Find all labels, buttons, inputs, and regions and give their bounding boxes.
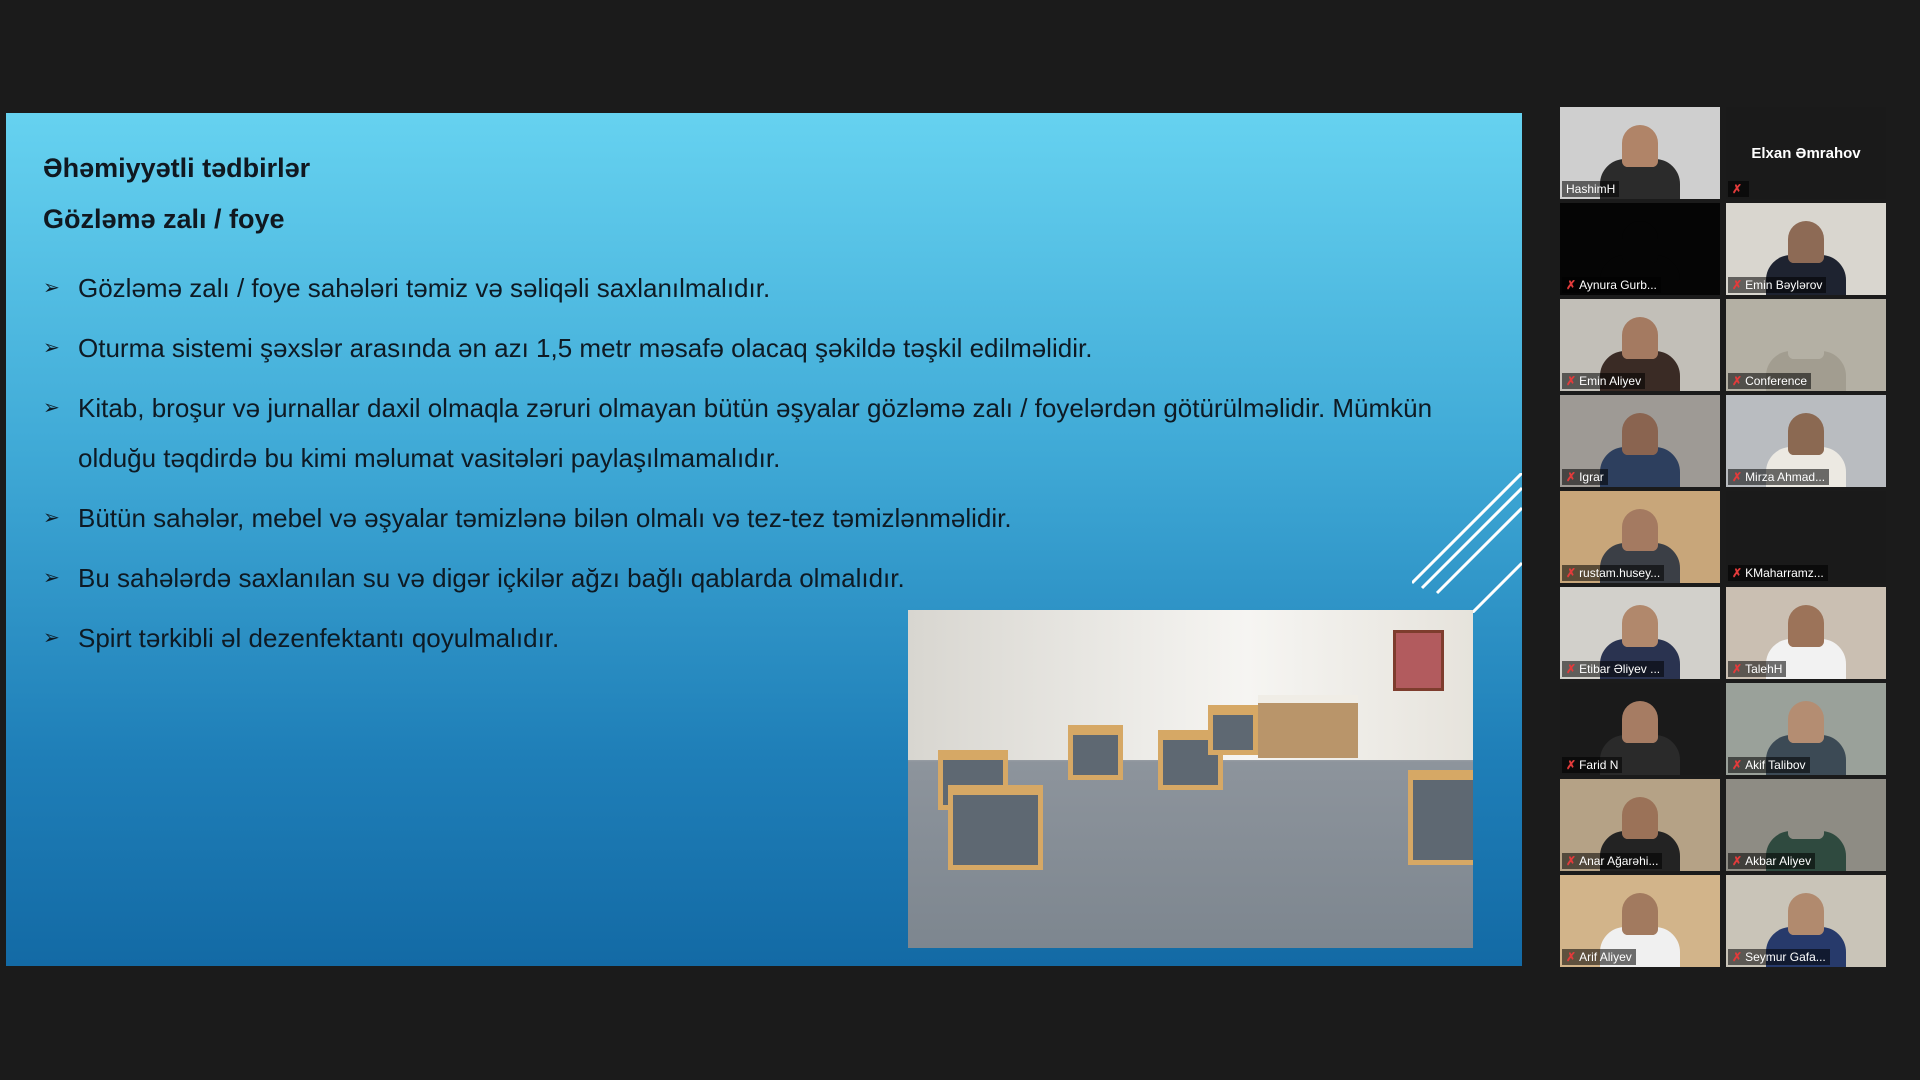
participant-name: HashimH	[1566, 182, 1616, 196]
slide-subtitle: Gözləmə zalı / foye	[43, 204, 285, 234]
participant-name-label	[1562, 565, 1664, 581]
mic-muted-icon: ✗	[1732, 470, 1743, 484]
mic-muted-icon: ✗	[1566, 470, 1577, 484]
arrow-bullet-icon: ➢	[43, 507, 60, 529]
participant-tile[interactable]	[1726, 875, 1886, 967]
participant-tile[interactable]	[1560, 683, 1720, 775]
mic-muted-icon: ✗	[1566, 374, 1577, 388]
participant-name-label	[1562, 757, 1622, 773]
participant-name-label	[1728, 949, 1830, 965]
participant-head	[1622, 797, 1658, 839]
participant-tile[interactable]	[1560, 299, 1720, 391]
mic-muted-icon: ✗	[1732, 374, 1743, 388]
participant-name-label	[1562, 469, 1608, 485]
photo-chair	[948, 785, 1043, 870]
arrow-bullet-icon: ➢	[43, 277, 60, 299]
participant-head	[1622, 413, 1658, 455]
participant-name: Igrar	[1579, 470, 1604, 484]
participant-name: KMaharramz...	[1745, 566, 1824, 580]
participant-name: Aynura Gurb...	[1579, 278, 1657, 292]
participant-head	[1622, 701, 1658, 743]
participant-name-label	[1562, 853, 1662, 869]
participant-name-label	[1728, 853, 1815, 869]
participant-tile[interactable]	[1726, 683, 1886, 775]
participant-name-label	[1562, 181, 1619, 197]
participant-name: Anar Ağarəhi...	[1579, 854, 1659, 868]
mic-muted-icon: ✗	[1566, 662, 1577, 676]
participant-tile[interactable]	[1560, 587, 1720, 679]
participant-gallery[interactable]	[1560, 107, 1892, 971]
participant-name: rustam.husey...	[1579, 566, 1661, 580]
participant-name: TalehH	[1745, 662, 1783, 676]
participant-head	[1622, 221, 1658, 263]
participant-head	[1788, 317, 1824, 359]
mic-muted-icon: ✗	[1732, 278, 1743, 292]
participant-head	[1788, 413, 1824, 455]
participant-head	[1788, 605, 1824, 647]
participant-name-label	[1728, 565, 1828, 581]
bullet-item	[43, 493, 1493, 543]
arrow-bullet-icon: ➢	[43, 397, 60, 419]
participant-tile[interactable]	[1560, 491, 1720, 583]
participant-name-label	[1562, 277, 1661, 293]
shared-screen-slide	[6, 113, 1522, 966]
participant-name: Arif Aliyev	[1579, 950, 1632, 964]
participant-name-label	[1728, 469, 1829, 485]
participant-name: Emin Aliyev	[1579, 374, 1642, 388]
participant-tile[interactable]	[1560, 203, 1720, 295]
participant-name-label	[1562, 661, 1664, 677]
participant-name: Emin Bəylərov	[1745, 278, 1823, 292]
participant-name: Etibar Əliyev ...	[1579, 662, 1661, 676]
bullet-item	[43, 263, 1493, 313]
mic-muted-icon: ✗	[1566, 758, 1577, 772]
bullet-text: Spirt tərkibli əl dezenfektantı qoyulmalıdır.	[78, 623, 560, 653]
participant-name-label	[1728, 661, 1786, 677]
bullet-text: Bu sahələrdə saxlanılan su və digər içkilər ağzı bağlı qablarda olmalıdır.	[78, 563, 905, 593]
participant-head	[1622, 893, 1658, 935]
participant-name: Akbar Aliyev	[1745, 854, 1812, 868]
bullet-text: Gözləmə zalı / foye sahələri təmiz və səliqəli saxlanılmalıdır.	[78, 273, 771, 303]
arrow-bullet-icon: ➢	[43, 567, 60, 589]
bullet-item	[43, 553, 1493, 603]
mic-muted-icon: ✗	[1566, 278, 1577, 292]
participant-tile[interactable]	[1560, 875, 1720, 967]
participant-tile[interactable]	[1726, 779, 1886, 871]
participant-head	[1788, 893, 1824, 935]
mic-muted-icon: ✗	[1732, 566, 1743, 580]
bullet-text: Kitab, broşur və jurnallar daxil olmaqla zəruri olmayan bütün əşyalar gözləmə zalı / foyelərdən götürülməlidir. Mümkün olduğu təqdirdə bu kimi məlumat vasitələri paylaşılmamalıdır.	[78, 393, 1433, 473]
mic-muted-icon: ✗	[1732, 950, 1743, 964]
participant-name-label	[1728, 181, 1749, 197]
photo-chair	[1068, 725, 1123, 780]
arrow-bullet-icon: ➢	[43, 627, 60, 649]
participant-head	[1788, 221, 1824, 263]
mic-muted-icon: ✗	[1732, 182, 1743, 196]
participant-name: Farid N	[1579, 758, 1619, 772]
participant-tile[interactable]	[1726, 299, 1886, 391]
bullet-item	[43, 383, 1493, 483]
bullet-text: Bütün sahələr, mebel və əşyalar təmizlənə bilən olmalı və tez-tez təmizlənməlidir.	[78, 503, 1012, 533]
participant-head	[1622, 605, 1658, 647]
participant-name-label	[1562, 373, 1645, 389]
slide-title: Əhəmiyyətli tədbirlər	[43, 153, 311, 183]
participant-tile[interactable]	[1726, 395, 1886, 487]
photo-poster	[1393, 630, 1444, 691]
participant-tile[interactable]	[1726, 587, 1886, 679]
participant-name-label	[1562, 949, 1636, 965]
arrow-bullet-icon: ➢	[43, 337, 60, 359]
participant-name: Mirza Ahmad...	[1745, 470, 1826, 484]
participant-head	[1622, 317, 1658, 359]
participant-head	[1622, 125, 1658, 167]
mic-muted-icon: ✗	[1566, 566, 1577, 580]
participant-tile[interactable]	[1560, 107, 1720, 199]
participant-tile[interactable]	[1726, 203, 1886, 295]
waiting-room-photo	[908, 610, 1473, 948]
decorative-lines	[1412, 473, 1522, 613]
mic-muted-icon: ✗	[1566, 854, 1577, 868]
participant-name: Akif Talibov	[1745, 758, 1806, 772]
participant-head	[1788, 701, 1824, 743]
mic-muted-icon: ✗	[1566, 950, 1577, 964]
participant-tile[interactable]	[1560, 779, 1720, 871]
photo-chair	[1408, 770, 1473, 865]
participant-name: Seymur Gafa...	[1745, 950, 1826, 964]
participant-tile[interactable]	[1726, 491, 1886, 583]
bullet-text: Oturma sistemi şəxslər arasında ən azı 1,5 metr məsafə olacaq şəkildə təşkil edilməlidir.	[78, 333, 1093, 363]
mic-muted-icon: ✗	[1732, 662, 1743, 676]
photo-reception-desk	[1258, 695, 1358, 758]
participant-name-center: Elxan Əmrahov	[1751, 144, 1861, 162]
participant-tile[interactable]	[1560, 395, 1720, 487]
bullet-item	[43, 323, 1493, 373]
mic-muted-icon: ✗	[1732, 854, 1743, 868]
mic-muted-icon: ✗	[1732, 758, 1743, 772]
participant-head	[1622, 509, 1658, 551]
participant-name-label	[1728, 757, 1810, 773]
participant-name-label	[1728, 373, 1811, 389]
participant-tile[interactable]	[1726, 107, 1886, 199]
participant-name: Conference	[1745, 374, 1808, 388]
participant-head	[1788, 797, 1824, 839]
participant-name-label	[1728, 277, 1826, 293]
photo-chair	[1208, 705, 1258, 755]
